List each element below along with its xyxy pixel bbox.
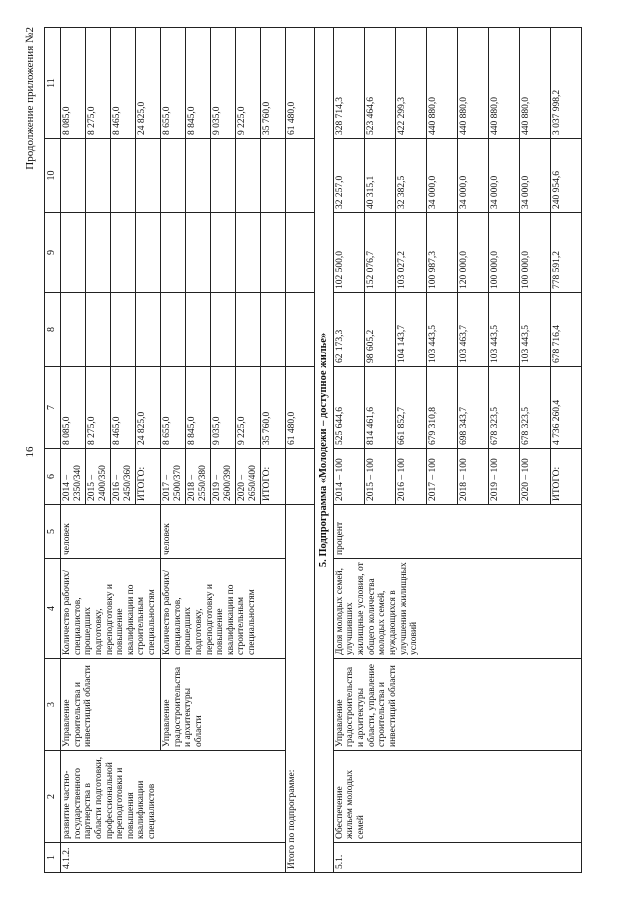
value-cell: 40 315,1	[364, 139, 395, 213]
value-cell: 34 000,0	[457, 139, 488, 213]
value-cell: 103 027,2	[395, 213, 426, 293]
value-cell	[111, 213, 136, 293]
value-cell: 2019 – 2600/390	[211, 449, 236, 505]
value-cell	[186, 293, 211, 367]
value-cell: 8 845,0	[186, 367, 211, 449]
value-cell: 103 443,5	[488, 293, 519, 367]
value-cell: 32 382,5	[395, 139, 426, 213]
value-cell: 661 852,7	[395, 367, 426, 449]
value-cell: ИТОГО:	[550, 449, 581, 505]
value-cell: 24 825,0	[136, 367, 161, 449]
value-cell: 4 736 260,4	[550, 367, 581, 449]
value-cell	[211, 139, 236, 213]
column-header: 10	[45, 139, 61, 213]
value-cell: 152 076,7	[364, 213, 395, 293]
value-cell	[161, 213, 186, 293]
value-cell: 35 760,0	[261, 367, 286, 449]
subtotal-row	[286, 28, 315, 873]
value-cell	[61, 139, 86, 213]
unit-cell: человек	[161, 505, 286, 559]
value-cell: 104 143,7	[395, 293, 426, 367]
value-cell: 8 845,0	[186, 28, 211, 139]
item-number: 5.1.	[333, 843, 581, 873]
column-header: 11	[45, 28, 61, 139]
value-cell	[161, 293, 186, 367]
value-cell	[211, 213, 236, 293]
value-cell: 103 443,5	[426, 293, 457, 367]
page-number: 16	[24, 446, 36, 458]
value-cell: 523 464,6	[364, 28, 395, 139]
table-row	[161, 28, 186, 873]
value-cell	[136, 213, 161, 293]
value-cell: 8 085,0	[61, 367, 86, 449]
executor-cell: Управление строительства и инвестиций области	[61, 659, 161, 751]
value-cell: 2015 – 2400/350	[86, 449, 111, 505]
value-cell: 2016 – 2450/360	[111, 449, 136, 505]
column-header: 4	[45, 559, 61, 659]
value-cell: 678 323,5	[519, 367, 550, 449]
value-cell: 240 954,6	[550, 139, 581, 213]
value-cell	[61, 213, 86, 293]
value-cell: 440 880,0	[519, 28, 550, 139]
value-cell	[261, 139, 286, 213]
value-cell: ИТОГО:	[136, 449, 161, 505]
value-cell: 34 000,0	[519, 139, 550, 213]
value-cell: 422 299,3	[395, 28, 426, 139]
value-cell: 2020 – 2650/400	[236, 449, 261, 505]
value-cell: 103 443,5	[519, 293, 550, 367]
value-cell	[86, 213, 111, 293]
column-header: 8	[45, 293, 61, 367]
value-cell	[236, 139, 261, 213]
column-header: 5	[45, 505, 61, 559]
value-cell	[111, 139, 136, 213]
value-cell: 8 085,0	[61, 28, 86, 139]
value-cell	[86, 139, 111, 213]
value-cell: 103 463,7	[457, 293, 488, 367]
value-cell: 814 461,6	[364, 367, 395, 449]
section-row	[315, 28, 334, 873]
value-cell: 98 605,2	[364, 293, 395, 367]
executor-cell: Управление градостроительства и архитектуры области	[161, 659, 286, 751]
value-cell: 34 000,0	[426, 139, 457, 213]
value-cell	[286, 449, 315, 505]
value-cell	[61, 293, 86, 367]
value-cell: 679 310,8	[426, 367, 457, 449]
indicator-cell: Количество рабочих/ специалистов, прошедших подготовку, переподготовку и повышение квалификации по строительным специальностям	[161, 559, 286, 659]
value-cell: 8 655,0	[161, 367, 186, 449]
value-cell: 2015 – 100	[364, 449, 395, 505]
value-cell: 2017 – 100	[426, 449, 457, 505]
column-header: 6	[45, 449, 61, 505]
value-cell: 62 173,3	[333, 293, 364, 367]
value-cell: 3 037 998,2	[550, 28, 581, 139]
value-cell: 9 035,0	[211, 367, 236, 449]
value-cell: 120 000,0	[457, 213, 488, 293]
value-cell	[161, 139, 186, 213]
value-cell: 678 323,5	[488, 367, 519, 449]
unit-cell: человек	[61, 505, 161, 559]
column-header: 1	[45, 843, 61, 873]
value-cell: 2019 – 100	[488, 449, 519, 505]
value-cell: 100 987,3	[426, 213, 457, 293]
item-number: 4.1.2.	[61, 843, 286, 873]
value-cell	[236, 213, 261, 293]
value-cell: 61 480,0	[286, 367, 315, 449]
value-cell	[286, 293, 315, 367]
value-cell: 8 465,0	[111, 367, 136, 449]
column-header: 3	[45, 659, 61, 751]
header-row	[45, 28, 61, 873]
value-cell: 100 000,0	[488, 213, 519, 293]
section-title: 5. Подпрограмма «Молодежи – доступное жилье»	[315, 28, 334, 873]
value-cell	[186, 139, 211, 213]
value-cell: 328 714,3	[333, 28, 364, 139]
value-cell: 2017 – 2500/370	[161, 449, 186, 505]
value-cell: 525 644,6	[333, 367, 364, 449]
value-cell: 24 825,0	[136, 28, 161, 139]
value-cell	[286, 139, 315, 213]
value-cell: 32 257,0	[333, 139, 364, 213]
value-cell: ИТОГО:	[261, 449, 286, 505]
value-cell: 8 465,0	[111, 28, 136, 139]
value-cell	[111, 293, 136, 367]
value-cell: 9 035,0	[211, 28, 236, 139]
program-table	[44, 27, 582, 873]
value-cell: 440 880,0	[457, 28, 488, 139]
value-cell: 9 225,0	[236, 367, 261, 449]
continuation-label: Продолжение приложения №2	[24, 27, 36, 170]
value-cell	[286, 213, 315, 293]
indicator-cell: Доля молодых семей, улучшивших жилищные условия, от общего количества молодых семей, нуждающихся в улучшении жилищных условий	[333, 559, 581, 659]
value-cell: 35 760,0	[261, 28, 286, 139]
value-cell: 102 500,0	[333, 213, 364, 293]
value-cell: 778 591,2	[550, 213, 581, 293]
item-name: Обеспечение жильем молодых семей	[333, 751, 581, 843]
unit-cell: процент	[333, 505, 581, 559]
value-cell: 440 880,0	[488, 28, 519, 139]
column-header: 9	[45, 213, 61, 293]
value-cell	[136, 139, 161, 213]
value-cell: 61 480,0	[286, 28, 315, 139]
document-page	[20, 17, 620, 887]
value-cell: 100 000,0	[519, 213, 550, 293]
column-header: 2	[45, 751, 61, 843]
value-cell: 8 275,0	[86, 367, 111, 449]
value-cell: 34 000,0	[488, 139, 519, 213]
column-header: 7	[45, 367, 61, 449]
value-cell: 698 343,7	[457, 367, 488, 449]
value-cell	[261, 293, 286, 367]
value-cell: 2014 – 100	[333, 449, 364, 505]
item-name: развитие частно-государственного партнерства в области подготовки, профессиональной переподготовки и повышения квалификации специалистов	[61, 751, 286, 843]
value-cell: 2018 – 2550/380	[186, 449, 211, 505]
value-cell	[236, 293, 261, 367]
indicator-cell: Количество рабочих/ специалистов, прошедших подготовку, переподготовку и повышение квалификации по строительным специальностям	[61, 559, 161, 659]
value-cell: 2018 – 100	[457, 449, 488, 505]
value-cell: 678 716,4	[550, 293, 581, 367]
executor-cell: Управление градостроительства и архитектуры области, управление строительства и инвестиций области	[333, 659, 581, 751]
table-row	[61, 28, 86, 873]
value-cell	[261, 213, 286, 293]
value-cell	[211, 293, 236, 367]
value-cell	[86, 293, 111, 367]
table-row	[333, 28, 364, 873]
value-cell: 2020 – 100	[519, 449, 550, 505]
value-cell	[186, 213, 211, 293]
value-cell: 2014 – 2350/340	[61, 449, 86, 505]
value-cell: 8 655,0	[161, 28, 186, 139]
subtotal-label: Итого по подпрограмме:	[286, 505, 315, 873]
value-cell: 9 225,0	[236, 28, 261, 139]
value-cell: 8 275,0	[86, 28, 111, 139]
value-cell: 2016 – 100	[395, 449, 426, 505]
value-cell: 440 880,0	[426, 28, 457, 139]
value-cell	[136, 293, 161, 367]
